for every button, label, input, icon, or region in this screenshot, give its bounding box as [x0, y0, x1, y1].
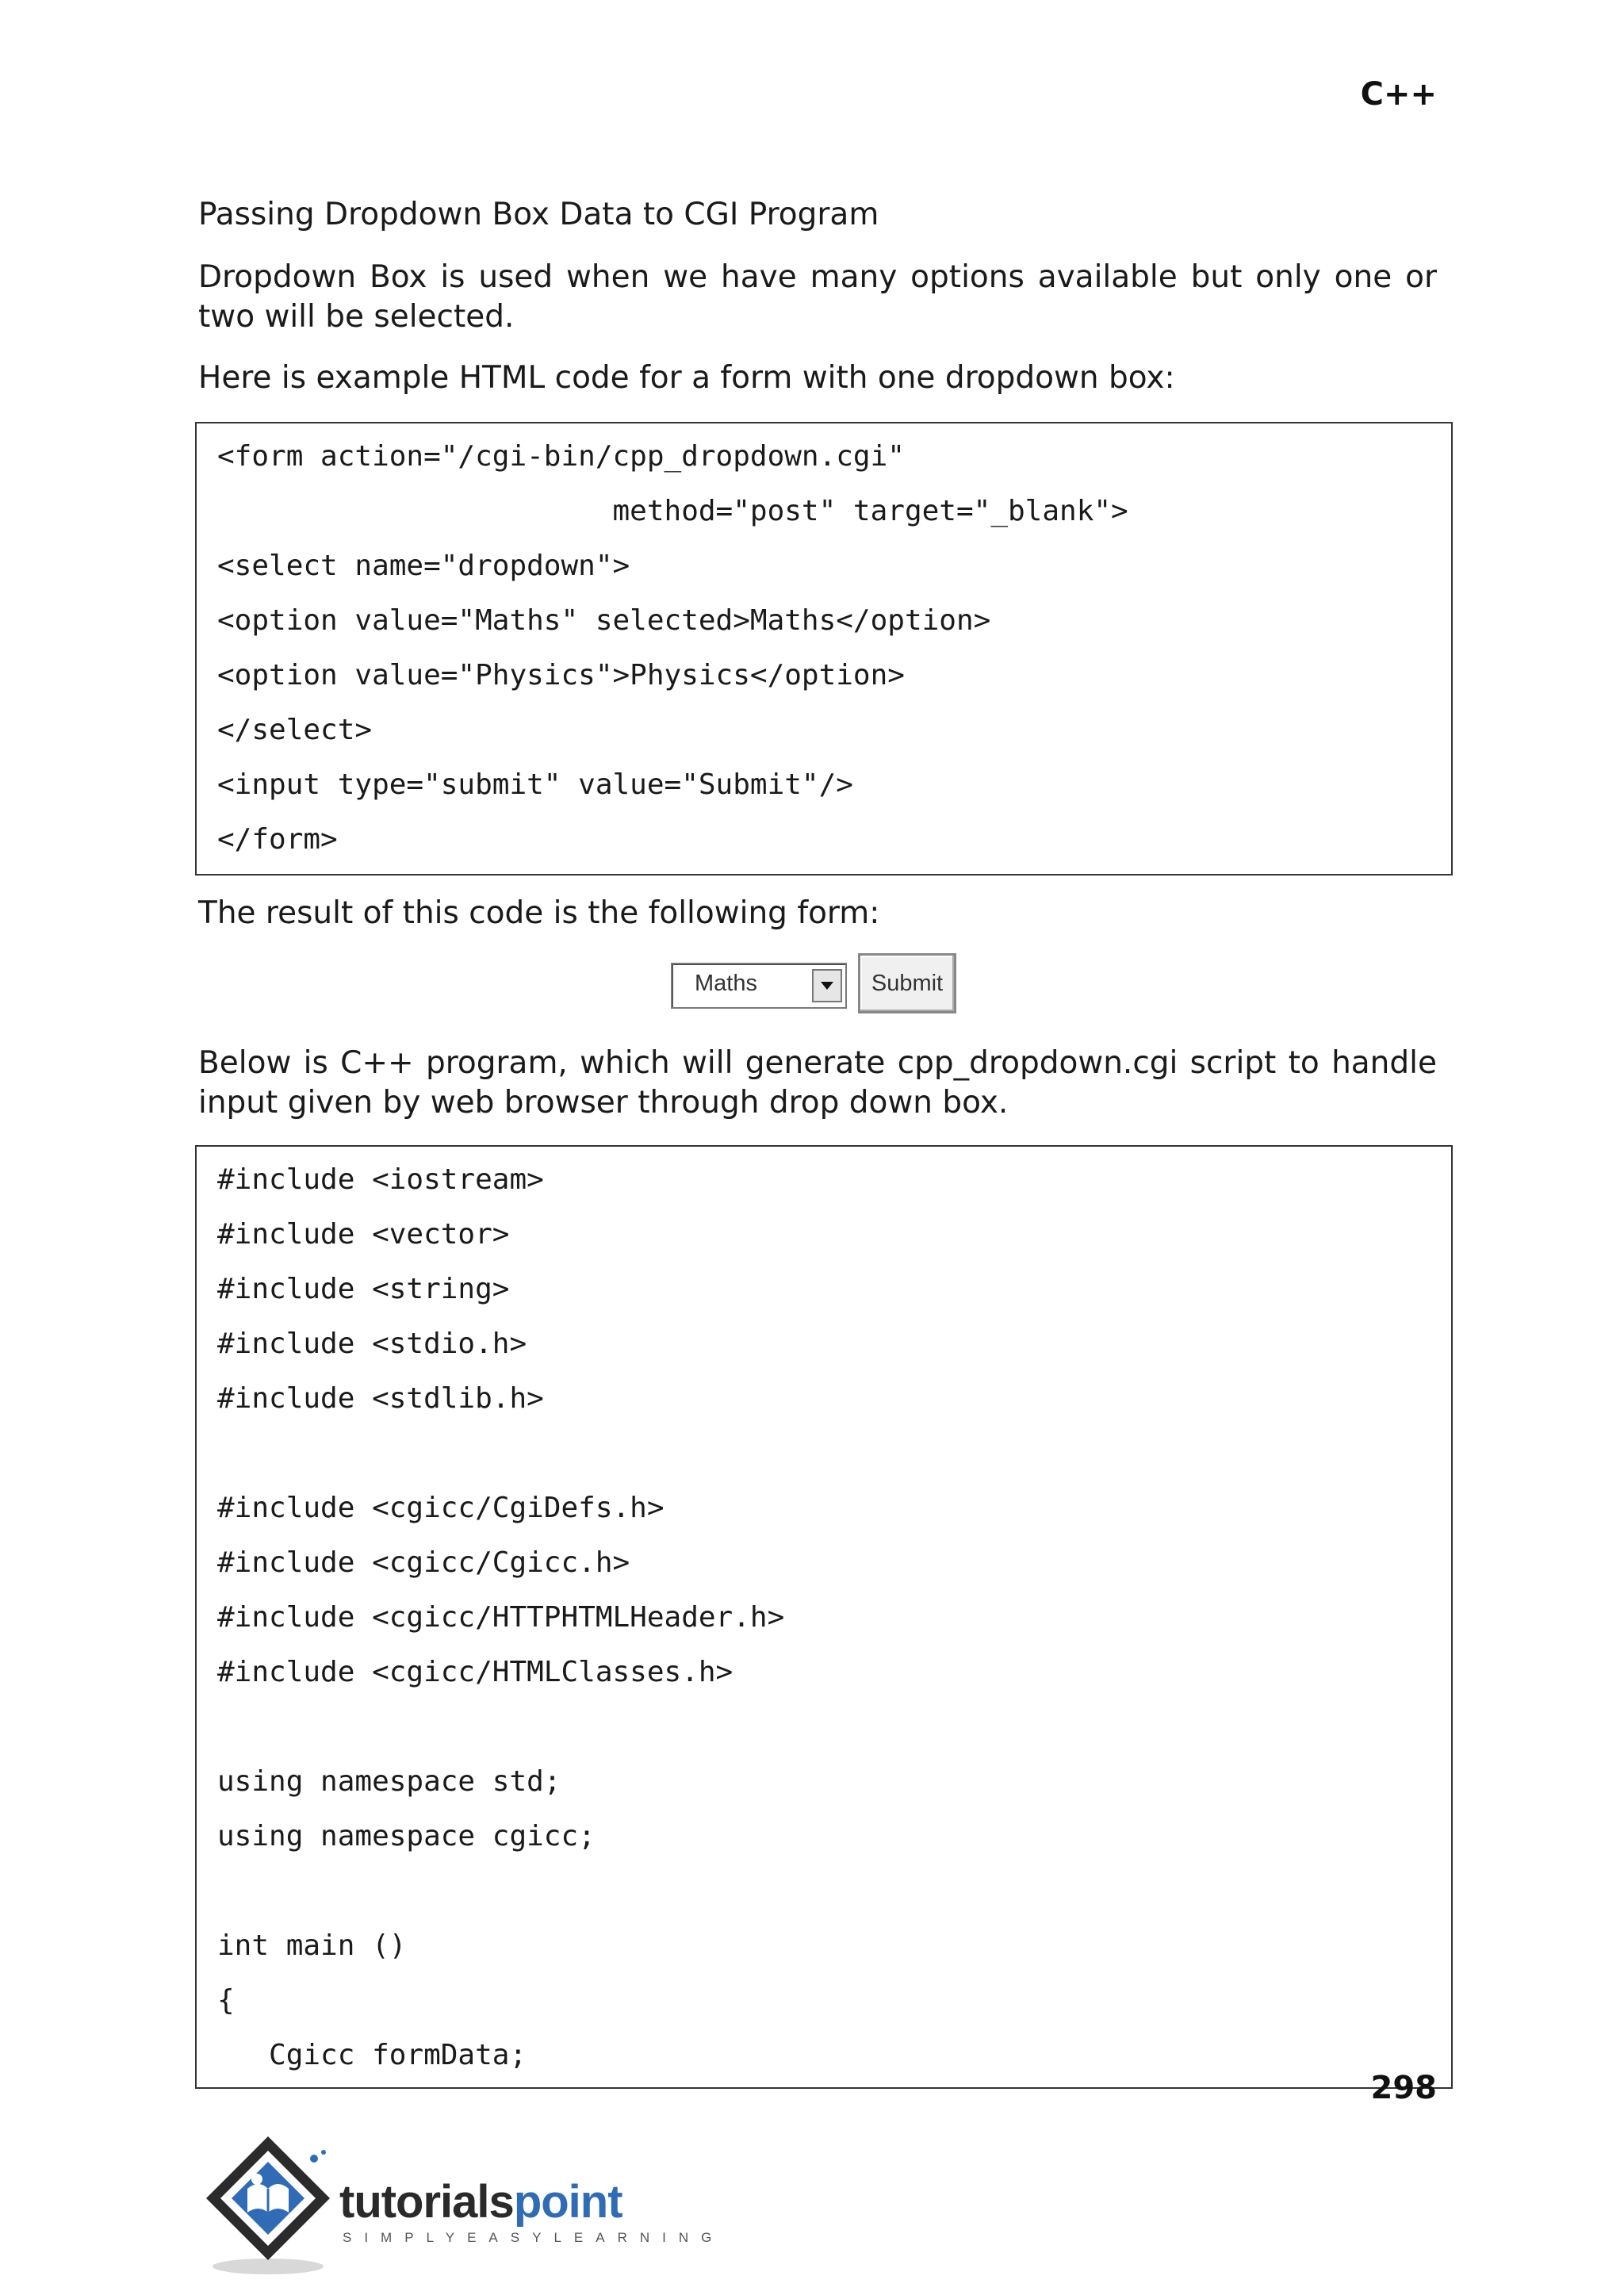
code-line: <form action="/cgi-bin/cpp_dropdown.cgi"	[217, 440, 905, 473]
code-line: #include <cgicc/HTTPHTMLHeader.h>	[217, 1601, 785, 1634]
code-line: </select>	[217, 714, 373, 746]
section-title: Passing Dropdown Box Data to CGI Program	[198, 197, 879, 232]
code-line: <option value="Maths" selected>Maths</option>	[217, 604, 991, 637]
logo-wordmark-part1: tutorials	[339, 2176, 514, 2228]
code-line: #include <string>	[217, 1273, 510, 1305]
dropdown-arrow-icon[interactable]	[812, 969, 842, 1002]
cpp-code-block	[195, 1145, 1453, 2089]
tutorialspoint-logo	[195, 2130, 725, 2281]
subject-dropdown[interactable]	[671, 963, 847, 1009]
logo-emblem-icon	[195, 2130, 346, 2281]
code-line: #include <stdlib.h>	[217, 1382, 544, 1415]
code-line: method="post" target="_blank">	[217, 495, 1128, 527]
code-line: #include <cgicc/HTMLClasses.h>	[217, 1656, 733, 1688]
code-line: </form>	[217, 823, 338, 856]
submit-button[interactable]: Submit	[858, 953, 956, 1013]
example-intro: Here is example HTML code for a form with one dropdown box:	[198, 360, 1175, 396]
intro-paragraph: Dropdown Box is used when we have many options available but only one or two will be selected.	[198, 259, 1437, 335]
page-number: 298	[1370, 2070, 1437, 2106]
code-line: <input type="submit" value="Submit"/>	[217, 768, 853, 801]
code-line: #include <vector>	[217, 1218, 510, 1251]
logo-tagline: SIMPLYEASYLEARNING	[343, 2230, 725, 2245]
code-line: <select name="dropdown">	[217, 550, 630, 582]
program-intro: Below is C++ program, which will generate cpp_dropdown.cgi script to handle input given by web browser through drop down box.	[198, 1045, 1437, 1121]
logo-wordmark-part2: point	[513, 2176, 622, 2228]
code-line: Cgicc formData;	[217, 2039, 527, 2071]
logo-wordmark	[339, 2176, 622, 2228]
form-demo	[671, 953, 964, 1017]
running-header: C++	[1360, 76, 1437, 113]
code-line: using namespace std;	[217, 1765, 561, 1798]
code-line: #include <cgicc/Cgicc.h>	[217, 1546, 630, 1579]
code-line: {	[217, 1984, 235, 2017]
dropdown-selected-value: Maths	[695, 971, 757, 996]
code-line: #include <stdio.h>	[217, 1328, 527, 1360]
html-code-block	[195, 422, 1453, 875]
code-line: #include <iostream>	[217, 1163, 544, 1196]
result-intro: The result of this code is the following form:	[198, 895, 880, 931]
code-line: <option value="Physics">Physics</option>	[217, 659, 905, 692]
code-line: int main ()	[217, 1929, 407, 1962]
code-line: using namespace cgicc;	[217, 1820, 596, 1852]
code-line: #include <cgicc/CgiDefs.h>	[217, 1492, 665, 1524]
